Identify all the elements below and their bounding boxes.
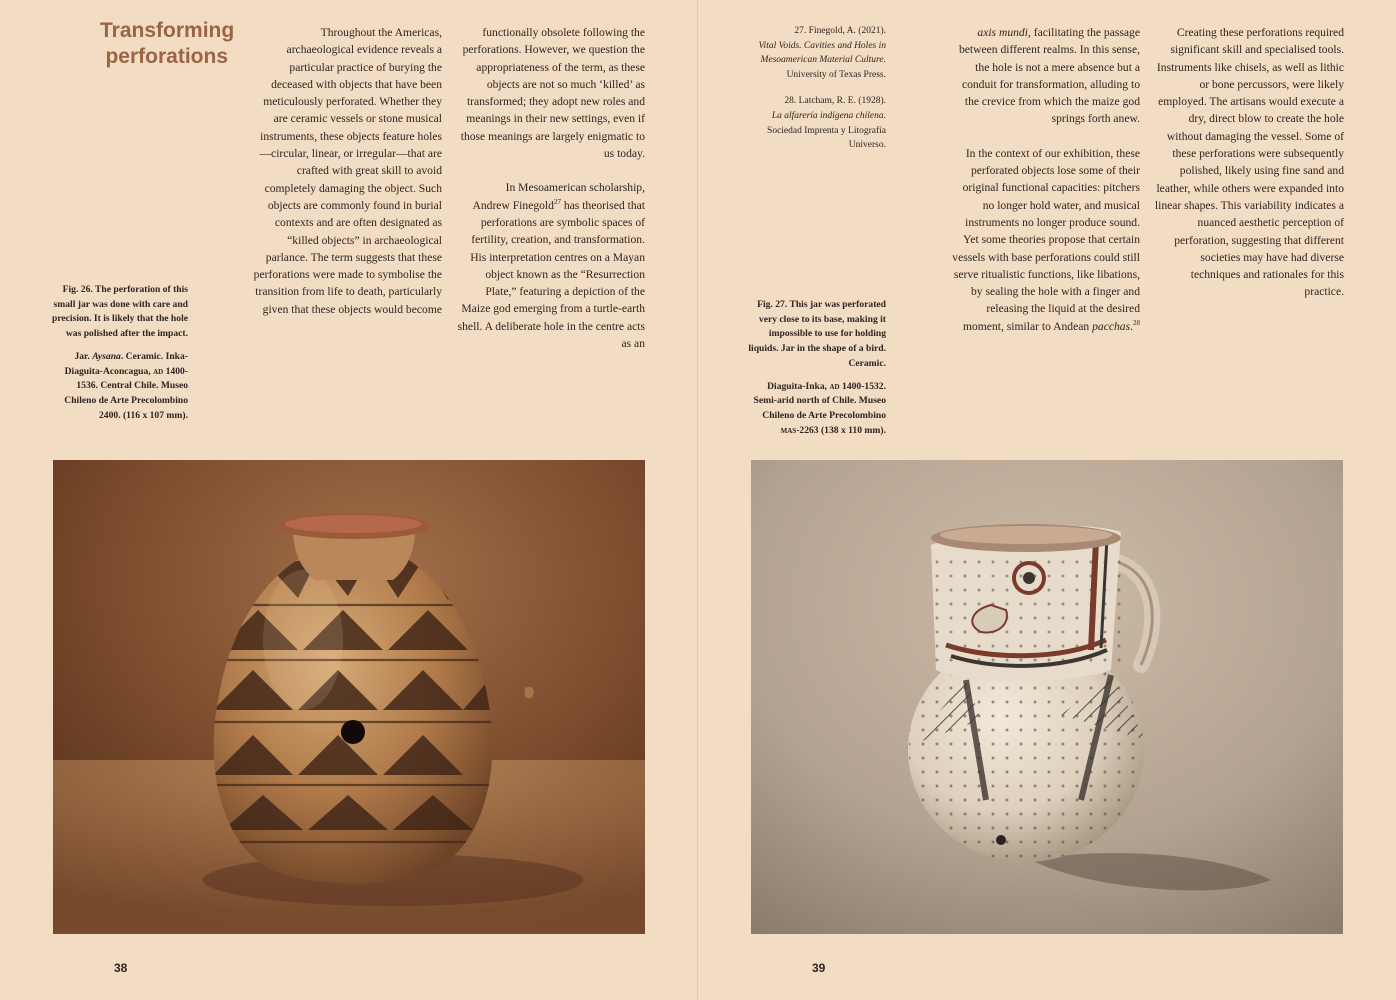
book-gutter: [697, 0, 699, 1000]
caption-description: Fig. 26. The perforation of this small jar was done with care and precision. It is likely that the hole was polished after the impact.: [51, 284, 188, 340]
jar-photo-illustration: [53, 460, 645, 934]
right-text-column-1: [950, 24, 1140, 335]
footnote-ref-28[interactable]: 28: [1133, 318, 1140, 327]
paragraph: Throughout the Americas, archaeological evidence reveals a particular practice of burying the deceased with objects that have been meticulously perforated. Whether they are ceramic vessels or stone musical instruments, these objects feature holes—circular, linear, or irregular—that are crafted with great skill to avoid completely damaging the object. Such objects are commonly found in burial contexts and are often designated as “killed objects” in archaeological parlance. The term suggests that these perforations were made to symbolise the transition from life to death, particularly given that these objects would become: [253, 26, 442, 316]
paragraph: functionally obsolete following the perforations. However, we question the appropriateness of the term, as these objects are not so much ‘killed’ as transformed; they adopt new roles and meanings in their new settings, even if those meanings are largely enigmatic to us today.: [460, 26, 645, 161]
footnote-28: 28. Latcham, R. E. (1928). La alfarería indígena chilena. Sociedad Imprenta y Litografía Universo.: [767, 96, 886, 151]
figure-26-photo-jar: [53, 460, 645, 934]
caption-description: Fig. 27. This jar was perforated very close to its base, making it impossible to use for holding liquids. Jar in the shape of a bird. Ceramic.: [748, 299, 886, 369]
page-number-left: 38: [114, 961, 128, 975]
figure-27-photo-bird-jar: [751, 460, 1343, 934]
footnote-ref-27[interactable]: 27: [553, 197, 561, 206]
chapter-title-line1: Transforming: [100, 19, 235, 42]
bird-jar-photo-illustration: [751, 460, 1343, 934]
chapter-title-line2: perforations: [105, 45, 228, 68]
caption-details: Jar. Aysana. Ceramic. Inka-Diaguita-Aconcagua, ad 1400-1536. Central Chile. Museo Chileno de Arte Precolombino 2400. (116 x 107 mm).: [64, 350, 188, 421]
caption-details: Diaguita-Inka, ad 1400-1532. Semi-arid north of Chile. Museo Chileno de Arte Precolombino mas-2263 (138 x 110 mm).: [753, 380, 886, 436]
footnotes: [730, 24, 886, 165]
left-text-column-1: [252, 24, 442, 318]
page-number-right: 39: [812, 961, 826, 975]
chapter-title: [100, 18, 235, 70]
paragraph: In Mesoamerican scholarship, Andrew Finegold$^{27}$ has theorised that perforations are symbolic spaces of fertility, creation, and transformation. His interpretation centres on a Mayan object known as the “Resurrection Plate,” featuring a depiction of the Maize god emerging from a turtle-earth shell. A deliberate hole in the centre acts as an: [457, 181, 645, 351]
footnote-27: 27. Finegold, A. (2021). Vital Voids. Cavities and Holes in Mesoamerican Material Culture. University of Texas Press.: [758, 26, 886, 80]
left-text-column-2: [455, 24, 645, 352]
paragraph: Creating these perforations required significant skill and specialised tools. Instruments like chisels, as well as lithic or bone percussors, were likely employed. The artisans would execute a dry, direct blow to create the hole without damaging the vessel. Some of these perforations were subsequently polished, likely using fine sand and leather, while others were expanded into linear shapes. This variability indicates a nuanced aesthetic perception of perforation, suggesting that different societies may have had diverse techniques and rationales for this practice.: [1154, 26, 1344, 299]
paragraph: In the context of our exhibition, these perforated objects lose some of their original functional capacities: pitchers no longer hold water, and musical instruments no longer produce sound. Yet some theories propose that certain vessels with base perforations could still serve ritualistic functions, like libations, by sealing the hole with a finger and releasing the liquid at the desired moment, similar to Andean pacchas.$^{28}$: [952, 146, 1140, 333]
figure-26-caption: [48, 283, 188, 431]
paragraph: axis mundi, facilitating the passage between different realms. In this sense, the hole is not a mere absence but a conduit for transformation, alluding to the crevice from which the maize god springs forth anew.: [958, 26, 1140, 126]
figure-27-caption: [746, 298, 886, 446]
right-text-column-2: [1154, 24, 1344, 301]
